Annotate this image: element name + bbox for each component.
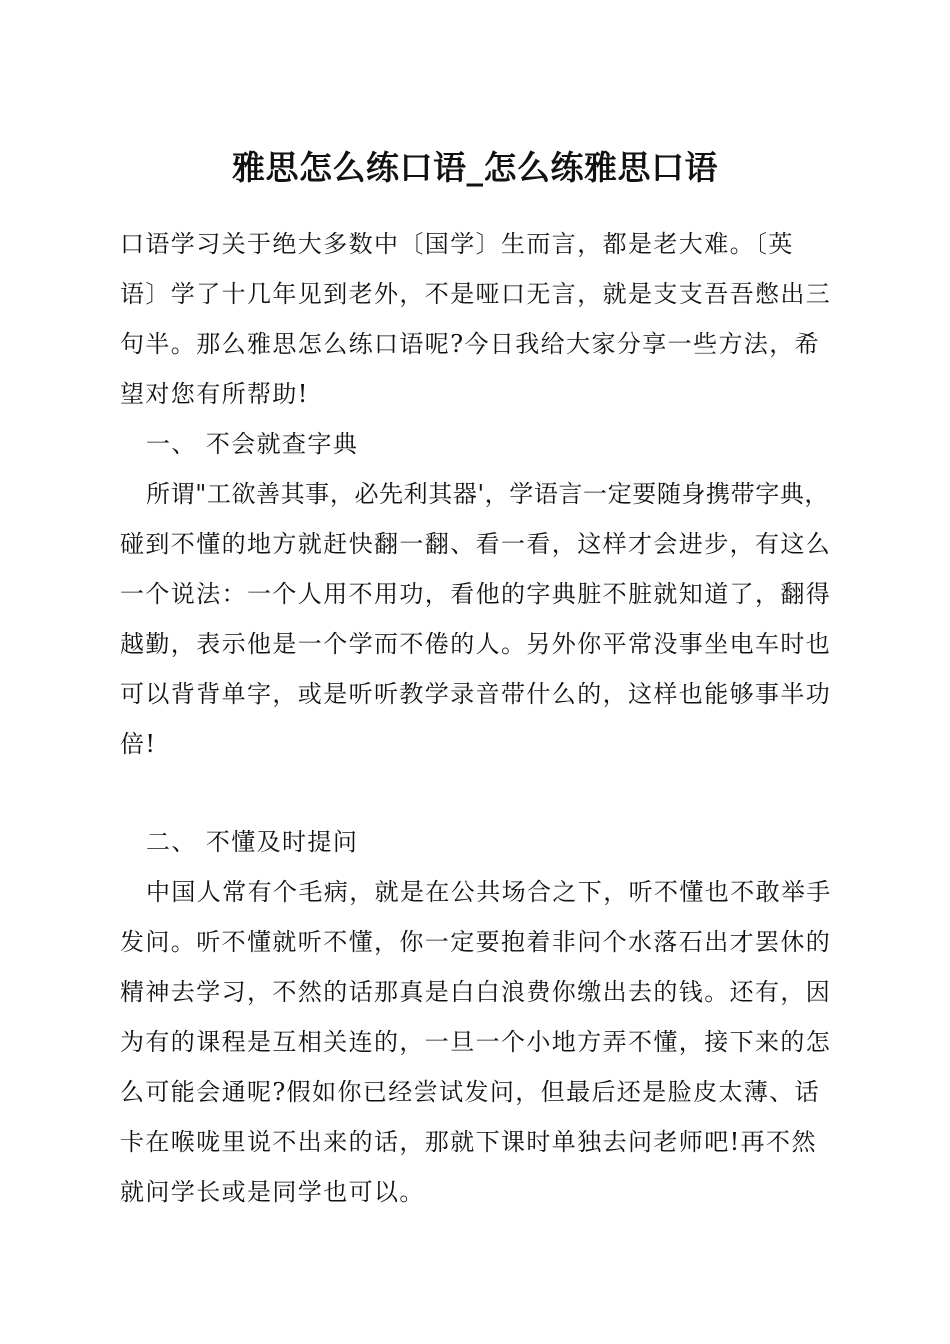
section-2-heading: 二、 不懂及时提问 xyxy=(146,828,359,856)
section-1-line-1: 所谓"工欲善其事，必先利其器'，学语言一定要随身携带字典， xyxy=(146,480,830,508)
section-1-line-3: 一个说法：一个人用不用功，看他的字典脏不脏就知道了，翻得 xyxy=(120,580,832,608)
section-2-line-1: 中国人常有个毛病，就是在公共场合之下，听不懂也不敢举手 xyxy=(146,878,832,906)
section-2-line-7: 就问学长或是同学也可以。 xyxy=(120,1178,425,1206)
section-2-line-6: 卡在喉咙里说不出来的话，那就下课时单独去问老师吧!再不然 xyxy=(120,1128,817,1156)
section-1-line-2: 碰到不懂的地方就赶快翻一翻、看一看，这样才会进步，有这么 xyxy=(120,530,832,558)
document-title: 雅思怎么练口语_怎么练雅思口语 xyxy=(232,148,718,187)
section-1-heading: 一、 不会就查字典 xyxy=(146,430,359,458)
section-2-line-5: 么可能会通呢?假如你已经尝试发问，但最后还是脸皮太薄、话 xyxy=(120,1078,821,1106)
section-2-line-3: 精神去学习，不然的话那真是白白浪费你缴出去的钱。还有，因 xyxy=(120,978,832,1006)
intro-line-2: 语〕学了十几年见到老外，不是哑口无言，就是支支吾吾憋出三 xyxy=(120,280,832,308)
section-2-line-2: 发问。听不懂就听不懂，你一定要抱着非问个水落石出才罢休的 xyxy=(120,928,832,956)
section-1-line-6: 倍! xyxy=(120,730,157,758)
section-1-line-4: 越勤，表示他是一个学而不倦的人。另外你平常没事坐电车时也 xyxy=(120,630,832,658)
intro-line-1: 口语学习关于绝大多数中〔国学〕生而言，都是老大难。〔英 xyxy=(120,230,794,258)
intro-line-4: 望对您有所帮助! xyxy=(120,380,309,408)
section-2-line-4: 为有的课程是互相关连的，一旦一个小地方弄不懂，接下来的怎 xyxy=(120,1028,832,1056)
intro-line-3: 句半。那么雅思怎么练口语呢?今日我给大家分享一些方法，希 xyxy=(120,330,821,358)
section-1-line-5: 可以背背单字，或是听听教学录音带什么的，这样也能够事半功 xyxy=(120,680,832,708)
